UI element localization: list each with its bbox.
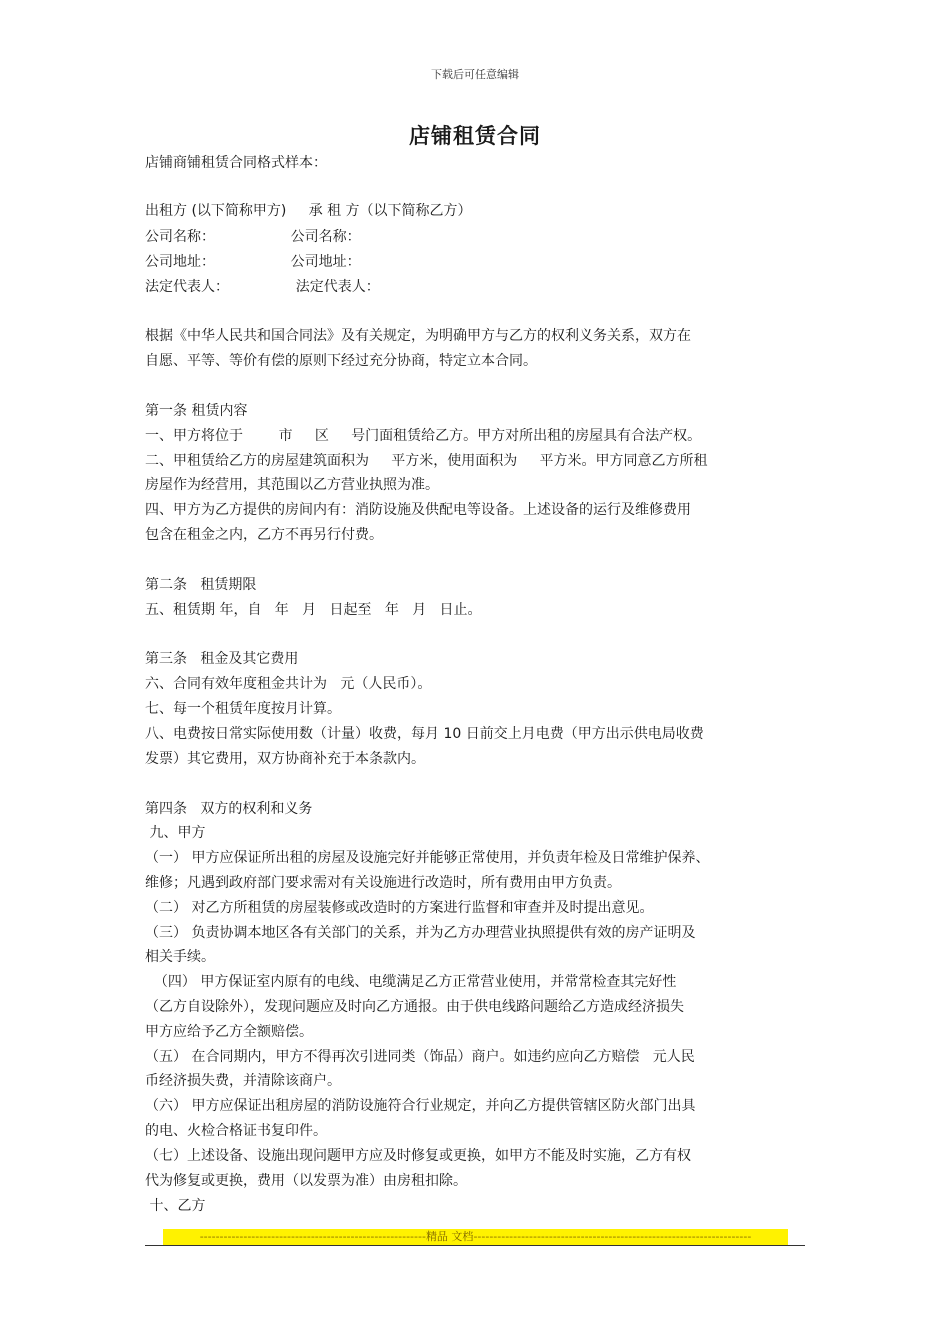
body-line: （四） 甲方保证室内原有的电线、电缆满足乙方正常营业使用，并常常检查其完好性 — [145, 974, 677, 990]
body-line: （三） 负责协调本地区各有关部门的关系，并为乙方办理营业执照提供有效的房产证明及 — [145, 925, 696, 941]
body-line: 根据《中华人民共和国合同法》及有关规定，为明确甲方与乙方的权利义务关系，双方在 — [145, 328, 691, 344]
body-line: 相关手续。 — [145, 949, 215, 965]
footer-divider — [145, 1245, 805, 1246]
body-line: （五） 在合同期内，甲方不得再次引进同类（饰品）商户。如违约应向乙方赔偿 元人民 — [145, 1049, 695, 1065]
section-heading: 第二条 租赁期限 — [145, 577, 257, 593]
body-line: 公司名称： 公司名称： — [145, 229, 361, 245]
footer-banner — [163, 1229, 788, 1245]
body-line: （七）上述设备、设施出现问题甲方应及时修复或更换，如甲方不能及时实施，乙方有权 — [145, 1148, 691, 1164]
body-line: 十、乙方 — [145, 1198, 206, 1214]
body-line: 甲方应给予乙方全额赔偿。 — [145, 1024, 313, 1040]
body-line: 四、甲方为乙方提供的房间内有：消防设施及供配电等设备。上述设备的运行及维修费用 — [145, 502, 691, 518]
body-line: 的电、火检合格证书复印件。 — [145, 1123, 327, 1139]
body-line: 六、合同有效年度租金共计为 元（人民币）。 — [145, 676, 432, 692]
footer-label: 精品 文档 — [425, 1230, 474, 1243]
body-line: 币经济损失费，并清除该商户。 — [145, 1073, 341, 1089]
section-heading: 第一条 租赁内容 — [145, 403, 248, 419]
body-line: 维修；凡遇到政府部门要求需对有关设施进行改造时，所有费用由甲方负责。 — [145, 875, 621, 891]
footer-right-fill: ---------------------------------------------------------------------- — [473, 1230, 752, 1243]
body-line: 一、甲方将位于 市 区 号门面租赁给乙方。甲方对所出租的房屋具有合法产权。 — [145, 428, 702, 444]
document-title: 店铺租赁合同 — [409, 124, 541, 148]
body-line: 店铺商铺租赁合同格式样本： — [145, 155, 327, 171]
header-note: 下载后可任意编辑 — [431, 68, 519, 81]
body-line: （二） 对乙方所租赁的房屋装修或改造时的方案进行监督和审查并及时提出意见。 — [145, 900, 654, 916]
body-line: 代为修复或更换，费用（以发票为准）由房租扣除。 — [145, 1173, 467, 1189]
body-line: 法定代表人： 法定代表人： — [145, 279, 380, 295]
body-line: 五、租赁期 年，自 年 月 日起至 年 月 日止。 — [145, 602, 482, 618]
body-line: 公司地址： 公司地址： — [145, 254, 361, 270]
body-line: 九、甲方 — [145, 825, 206, 841]
body-line: 七、每一个租赁年度按月计算。 — [145, 701, 341, 717]
section-heading: 第四条 双方的权利和义务 — [145, 801, 313, 817]
body-line: 包含在租金之内，乙方不再另行付费。 — [145, 527, 383, 543]
body-line: 二、甲租赁给乙方的房屋建筑面积为 平方米，使用面积为 平方米。甲方同意乙方所租 — [145, 453, 708, 469]
body-line: 发票）其它费用，双方协商补充于本条款内。 — [145, 751, 425, 767]
body-line: 出租方 (以下简称甲方) 承 租 方（以下简称乙方） — [145, 203, 472, 219]
body-line: 房屋作为经营用，其范围以乙方营业执照为准。 — [145, 477, 439, 493]
body-line: （六） 甲方应保证出租房屋的消防设施符合行业规定，并向乙方提供管辖区防火部门出具 — [145, 1098, 696, 1114]
section-heading: 第三条 租金及其它费用 — [145, 651, 299, 667]
body-line: （乙方自设除外），发现问题应及时向乙方通报。由于供电线路问题给乙方造成经济损失 — [145, 999, 684, 1015]
body-line: 八、电费按日常实际使用数（计量）收费，每月 10 日前交上月电费（甲方出示供电局收费 — [145, 726, 704, 742]
body-line: 自愿、平等、等价有偿的原则下经过充分协商，特定立本合同。 — [145, 353, 537, 369]
footer-left-fill: --------------------------------------------------------- — [199, 1230, 426, 1243]
body-line: （一） 甲方应保证所出租的房屋及设施完好并能够正常使用，并负责年检及日常维护保养、 — [145, 850, 710, 866]
